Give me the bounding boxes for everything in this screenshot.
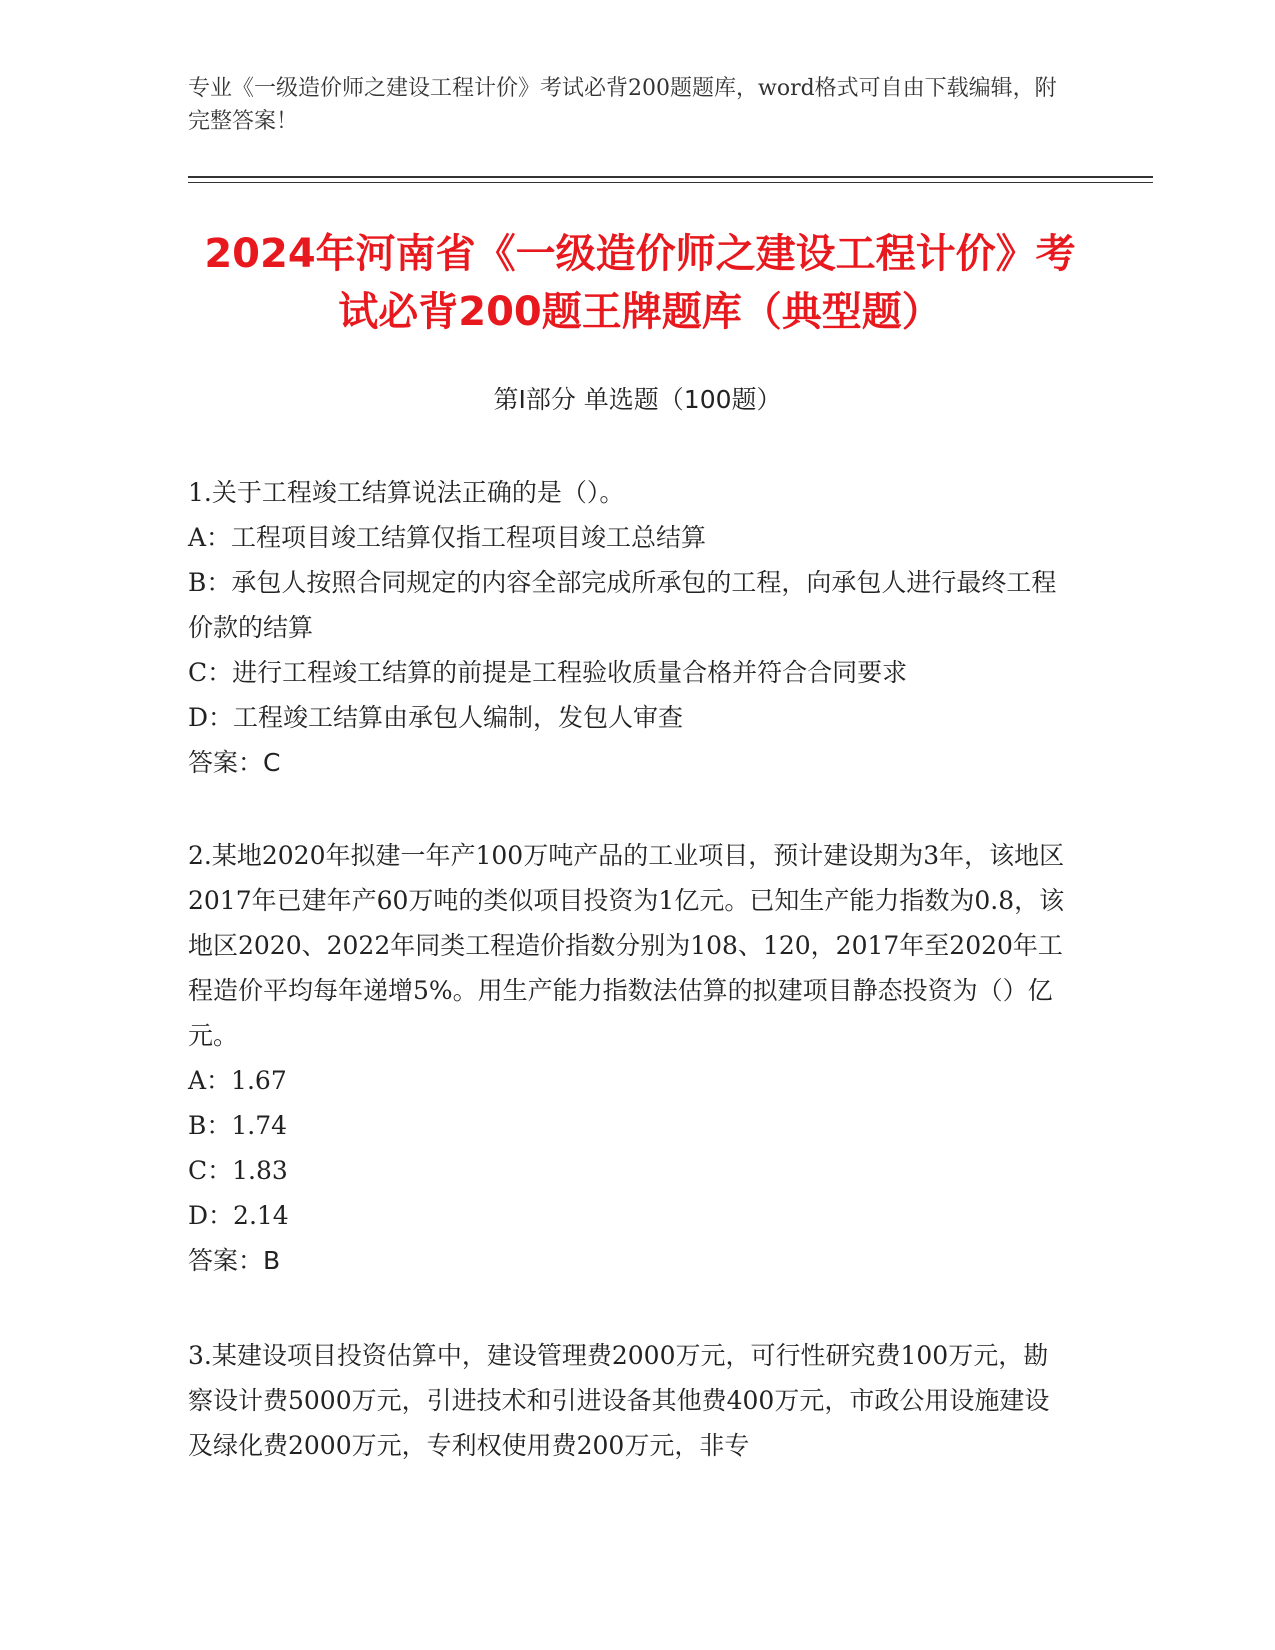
option-d: D：工程竣工结算由承包人编制，发包人审查 — [188, 703, 684, 732]
option-b: B：承包人按照合同规定的内容全部完成所承包的工程，向承包人进行最终工程价款的结算 — [188, 568, 1057, 642]
option-b: B：1.74 — [188, 1111, 288, 1140]
question-3 — [188, 1333, 1068, 1468]
answer: 答案：C — [188, 748, 281, 777]
section-title: 第I部分 单选题（100题） — [493, 385, 782, 414]
option-c: C：进行工程竣工结算的前提是工程验收质量合格并符合合同要求 — [188, 658, 908, 687]
document-title: 2024年河南省《一级造价师之建设工程计价》考试必背200题王牌题库（典型题） — [204, 231, 1076, 335]
option-d: D：2.14 — [188, 1201, 289, 1230]
answer: 答案：B — [188, 1246, 281, 1275]
header-divider-thin — [188, 182, 1153, 183]
option-a: A：1.67 — [188, 1066, 287, 1095]
question-stem: 1.关于工程竣工结算说法正确的是（）。 — [188, 478, 625, 507]
question-stem: 2.某地2020年拟建一年产100万吨产品的工业项目，预计建设期为3年，该地区2017年已建年产60万吨的类似项目投资为1亿元。已知生产能力指数为0.8，该地区2020、2022年同类工程造价指数分别为108、120，2017年至2020年工程造价平均每年递增5%。用生产能力指数法估算的拟建项目静态投资为（）亿元。 — [188, 841, 1065, 1050]
header-divider-thick — [188, 176, 1153, 178]
option-c: C：1.83 — [188, 1156, 288, 1185]
option-a: A：工程项目竣工结算仅指工程项目竣工总结算 — [188, 523, 707, 552]
header-note: 专业《一级造价师之建设工程计价》考试必背200题题库，word格式可自由下载编辑，附完整答案！ — [188, 76, 1057, 134]
question-1 — [188, 470, 1068, 785]
question-2 — [188, 833, 1068, 1283]
question-stem: 3.某建设项目投资估算中，建设管理费2000万元，可行性研究费100万元，勘察设计费5000万元，引进技术和引进设备其他费400万元，市政公用设施建设及绿化费2000万元，专利权使用费200万元，非专 — [188, 1341, 1050, 1460]
